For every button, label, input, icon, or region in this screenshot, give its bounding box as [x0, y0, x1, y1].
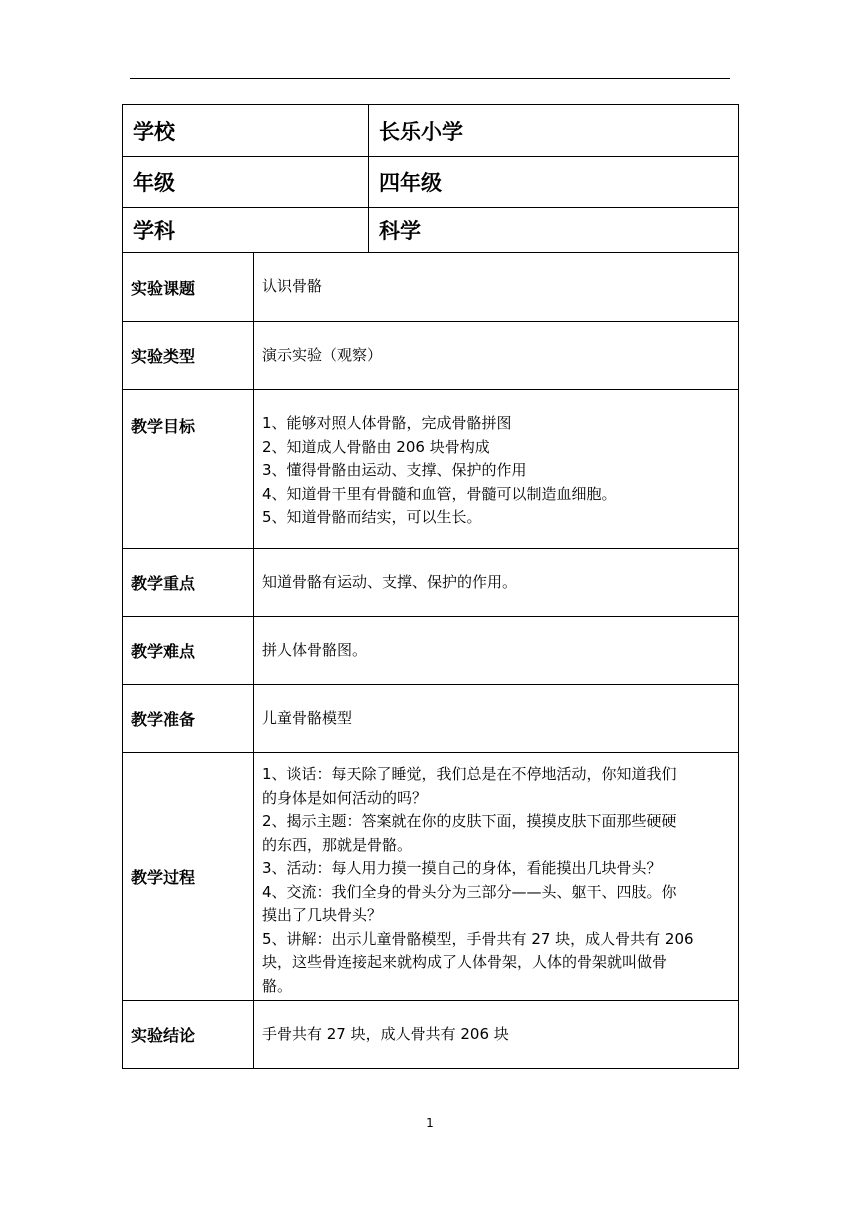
- grade-value: 四年级: [369, 157, 739, 208]
- goal-line: 4、知道骨干里有骨髓和血管，骨髓可以制造血细胞。: [262, 484, 617, 503]
- prep-value: 儿童骨骼模型: [254, 685, 739, 753]
- process-line: 块，这些骨连接起来就构成了人体骨架，人体的骨架就叫做骨: [262, 953, 668, 971]
- goals-value: [254, 390, 739, 549]
- process-line: 2、揭示主题：答案就在你的皮肤下面，摸摸皮肤下面那些硬硬: [262, 812, 677, 830]
- lesson-plan-table: [122, 104, 738, 1069]
- key-value: 知道骨骼有运动、支撑、保护的作用。: [254, 549, 739, 617]
- difficulty-value: 拼人体骨骼图。: [254, 617, 739, 685]
- conclusion-value: 手骨共有 27 块，成人骨共有 206 块: [254, 1001, 739, 1069]
- conclusion-label: 实验结论: [123, 1001, 254, 1069]
- grade-label: 年级: [123, 157, 369, 208]
- key-label: 教学重点: [123, 549, 254, 617]
- process-line: 5、讲解：出示儿童骨骼模型，手骨共有 27 块，成人骨共有 206: [262, 929, 694, 948]
- page-number: 1: [426, 1116, 434, 1130]
- goal-line: 5、知道骨骼而结实，可以生长。: [262, 508, 482, 526]
- goal-line: 2、知道成人骨骼由 206 块骨构成: [262, 437, 490, 456]
- school-value: 长乐小学: [369, 105, 739, 157]
- process-line: 的东西，那就是骨骼。: [262, 835, 413, 854]
- topic-value: 认识骨骼: [254, 253, 739, 322]
- goal-line: 1、能够对照人体骨骼，完成骨骼拼图: [262, 414, 512, 432]
- type-value: 演示实验（观察）: [254, 322, 739, 390]
- type-label: 实验类型: [123, 322, 254, 390]
- process-label: 教学过程: [123, 753, 254, 1001]
- process-line: 1、谈话：每天除了睡觉，我们总是在不停地活动，你知道我们: [262, 765, 677, 783]
- subject-label: 学科: [123, 208, 369, 253]
- subject-value: 科学: [369, 208, 739, 253]
- process-line: 4、交流：我们全身的骨头分为三部分——头、躯干、四肢。你: [262, 882, 677, 901]
- goals-label: 教学目标: [123, 390, 254, 549]
- goal-line: 3、懂得骨骼由运动、支撑、保护的作用: [262, 461, 527, 479]
- school-label: 学校: [123, 105, 369, 157]
- header-rule: [130, 78, 730, 79]
- process-line: 的身体是如何活动的吗？: [262, 788, 428, 807]
- process-value: [254, 753, 739, 1001]
- process-line: 骼。: [262, 976, 293, 995]
- topic-label: 实验课题: [123, 253, 254, 322]
- prep-label: 教学准备: [123, 685, 254, 753]
- process-line: 摸出了几块骨头？: [262, 906, 383, 924]
- process-line: 3、活动：每人用力摸一摸自己的身体，看能摸出几块骨头？: [262, 859, 662, 877]
- difficulty-label: 教学难点: [123, 617, 254, 685]
